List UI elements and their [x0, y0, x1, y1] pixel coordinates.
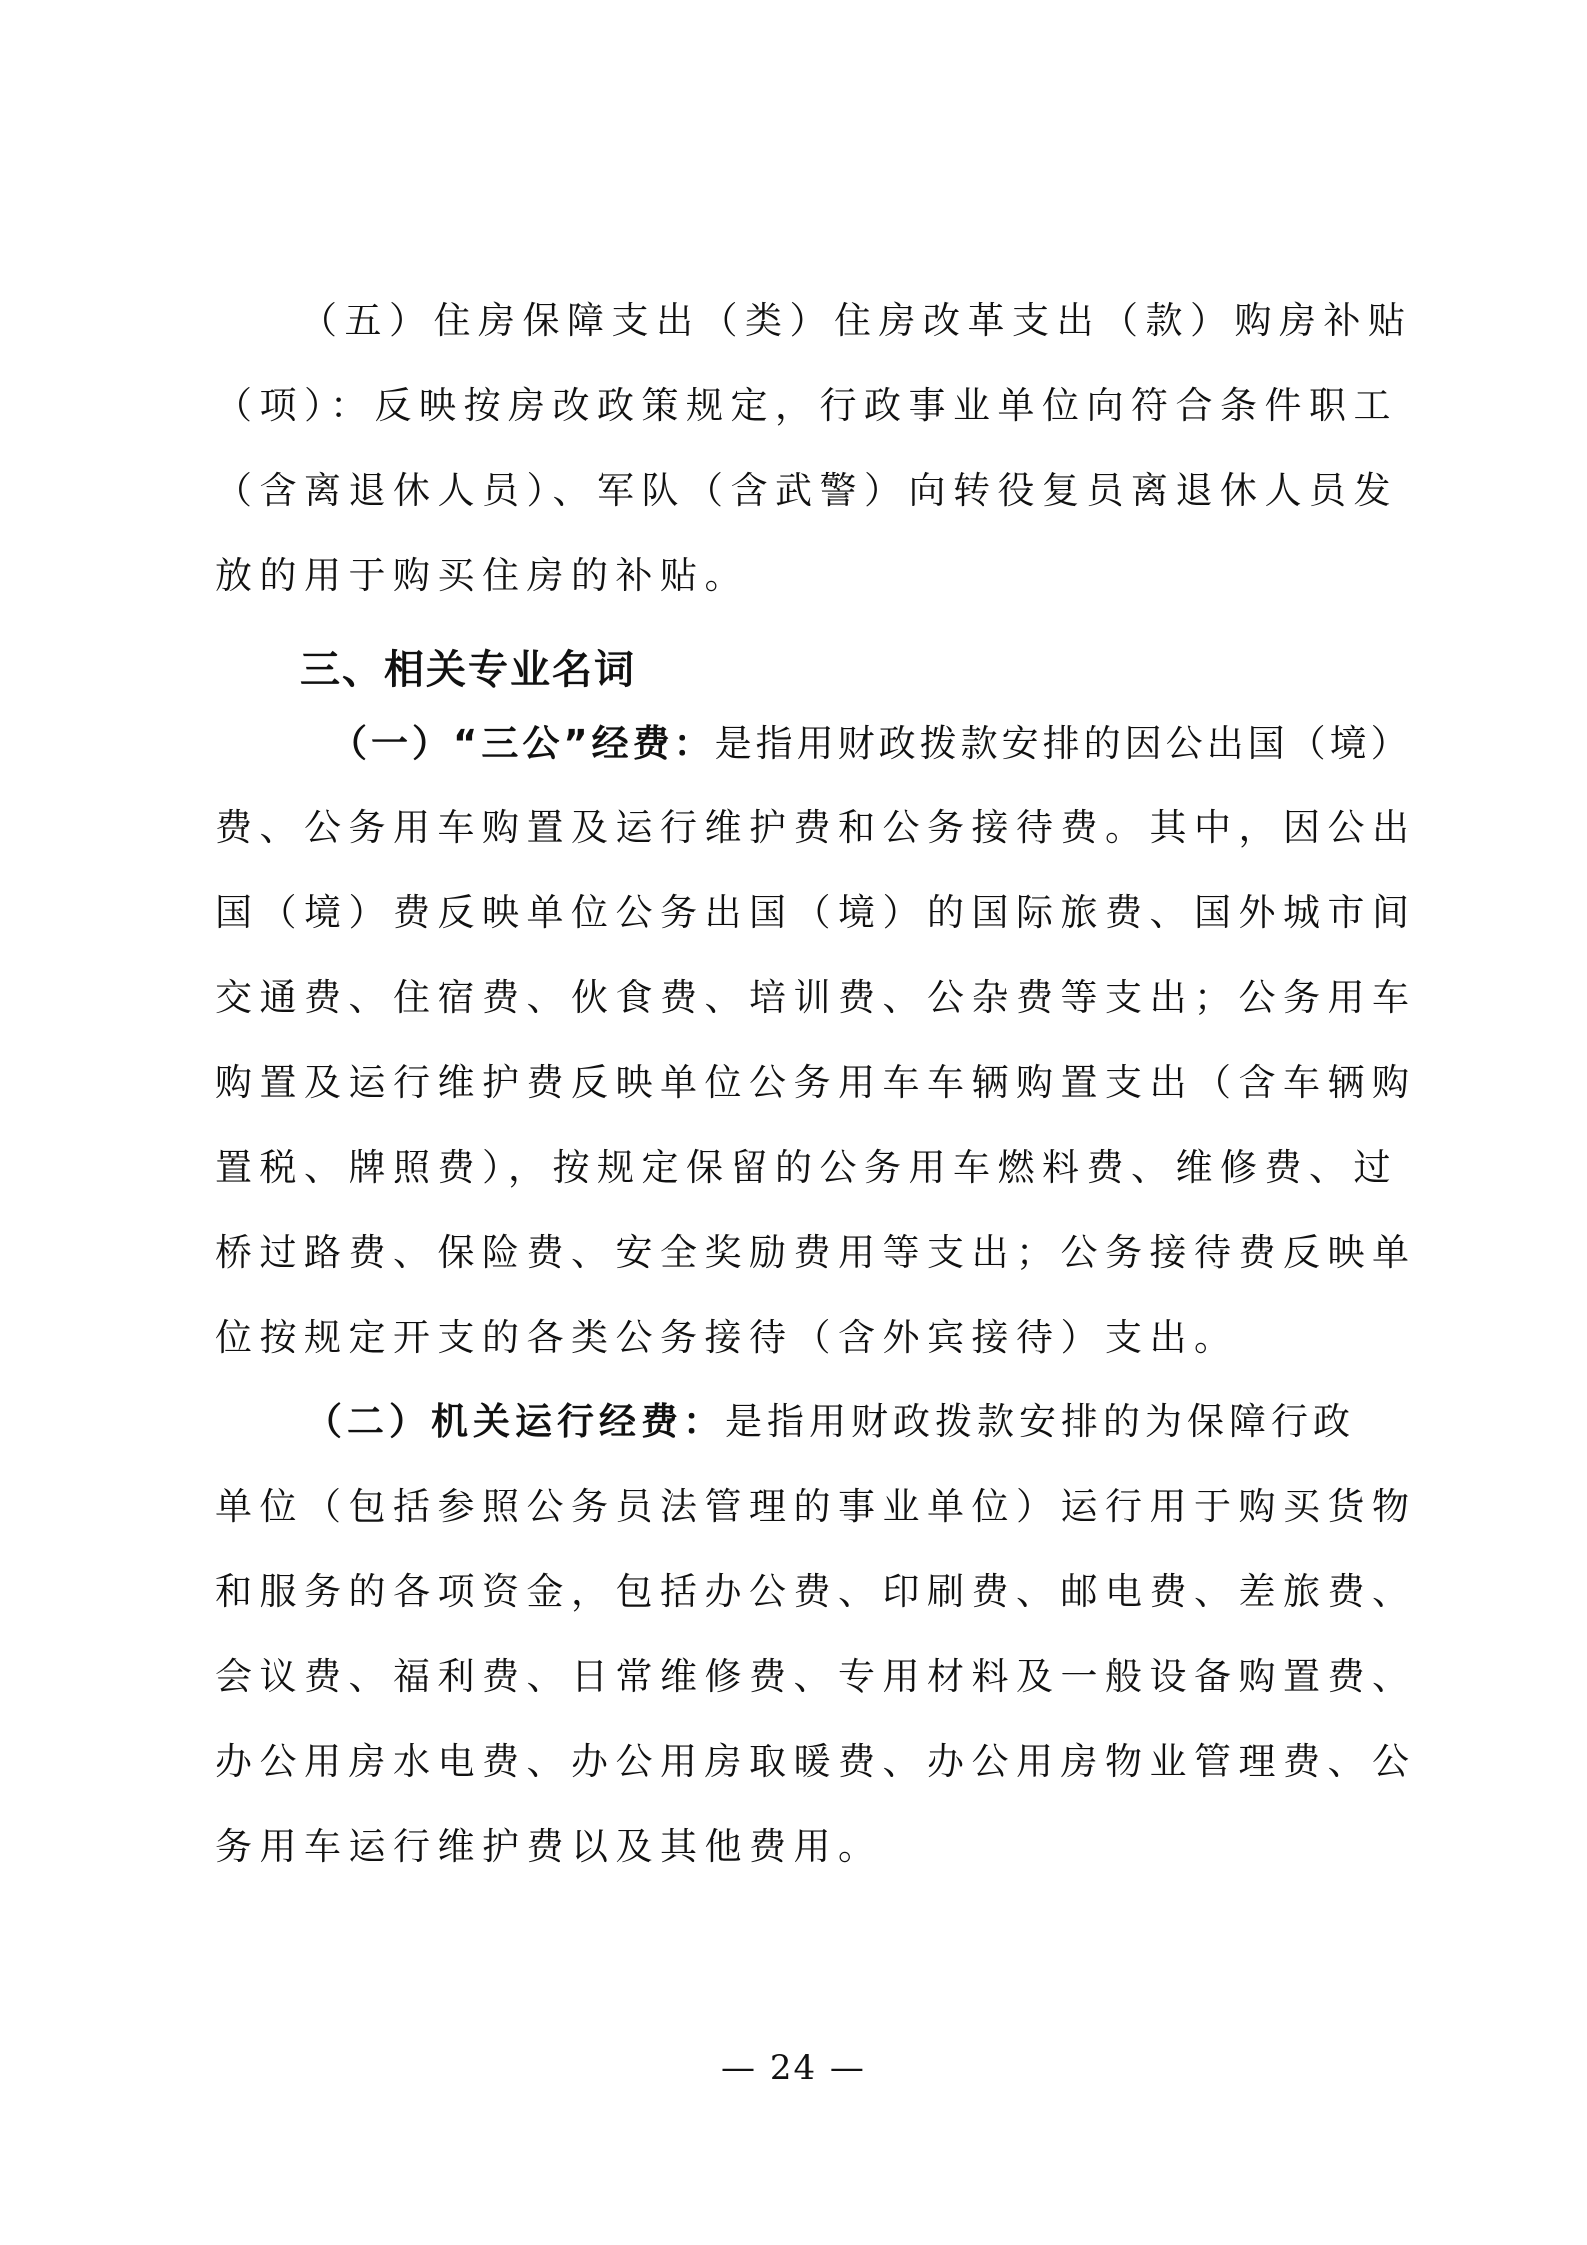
- paragraph-line: （含离退休人员）、军队（含武警）向转役复员离退休人员发: [215, 469, 1398, 512]
- section-heading: 三、相关专业名词: [300, 647, 636, 693]
- paragraph-line: 国（境）费反映单位公务出国（境）的国际旅费、国外城市间: [215, 891, 1417, 934]
- term-first-line: [305, 1400, 1465, 1443]
- term-label: （二）机关运行经费：: [305, 1400, 725, 1443]
- paragraph-line: 交通费、住宿费、伙食费、培训费、公杂费等支出；公务用车: [215, 976, 1417, 1019]
- paragraph-line: 办公用房水电费、办公用房取暖费、办公用房物业管理费、公: [215, 1740, 1417, 1783]
- paragraph-line: 购置及运行维护费反映单位公务用车车辆购置支出（含车辆购: [215, 1061, 1417, 1104]
- term-label: （一）“三公”经费：: [330, 722, 715, 765]
- paragraph-line: 位按规定开支的各类公务接待（含外宾接待）支出。: [215, 1316, 1239, 1359]
- paragraph-line: 费、公务用车购置及运行维护费和公务接待费。其中，因公出: [215, 806, 1417, 849]
- term-definition-start: 是指用财政拨款安排的因公出国（境）: [714, 722, 1412, 765]
- term-first-line: [330, 722, 1490, 765]
- paragraph-line: 桥过路费、保险费、安全奖励费用等支出；公务接待费反映单: [215, 1231, 1417, 1274]
- paragraph-line: （五）住房保障支出（类）住房改革支出（款）购房补贴: [300, 299, 1413, 342]
- paragraph-line: 置税、牌照费），按规定保留的公务用车燃料费、维修费、过: [215, 1146, 1398, 1189]
- paragraph-line: 会议费、福利费、日常维修费、专用材料及一般设备购置费、: [215, 1655, 1417, 1698]
- paragraph-line: 放的用于购买住房的补贴。: [215, 554, 749, 597]
- paragraph-line: 单位（包括参照公务员法管理的事业单位）运行用于购买货物: [215, 1485, 1417, 1528]
- paragraph-line: 和服务的各项资金，包括办公费、印刷费、邮电费、差旅费、: [215, 1570, 1417, 1613]
- paragraph-line: （项）：反映按房改政策规定，行政事业单位向符合条件职工: [215, 384, 1398, 427]
- term-definition-start: 是指用财政拨款安排的为保障行政: [725, 1400, 1355, 1443]
- page-number: — 24 —: [721, 2048, 866, 2088]
- paragraph-line: 务用车运行维护费以及其他费用。: [215, 1825, 883, 1868]
